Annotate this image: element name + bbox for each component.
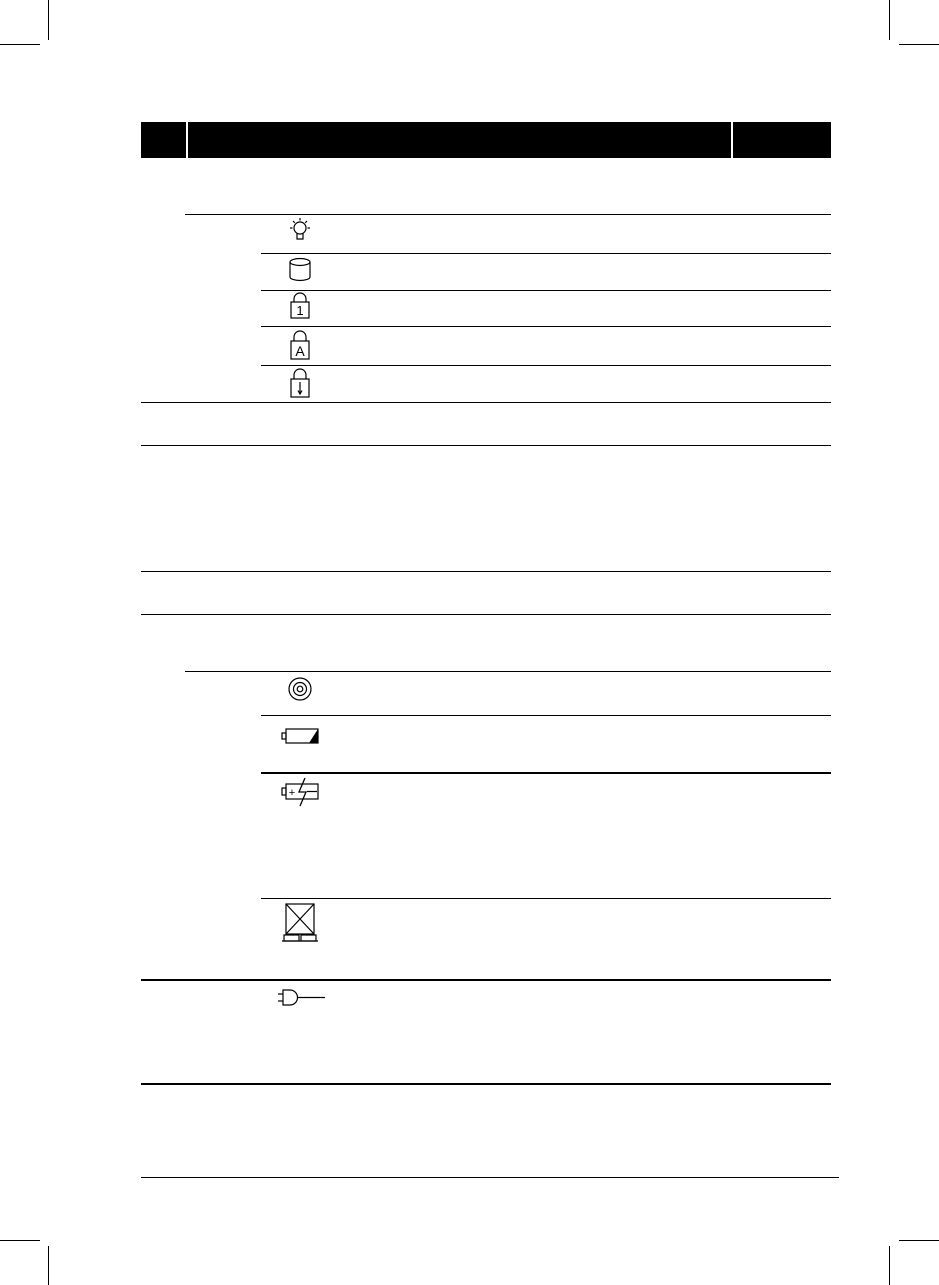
table-rule xyxy=(261,326,831,327)
footer-rule xyxy=(141,1177,839,1178)
svg-text:+: + xyxy=(288,787,296,799)
table-header-row xyxy=(141,122,831,158)
table-rule xyxy=(185,214,831,215)
crop-mark-bl-horizontal xyxy=(0,1240,40,1241)
table-rule xyxy=(141,614,831,615)
table-rule xyxy=(141,445,831,446)
caps-lock-icon xyxy=(289,329,311,361)
crop-mark-br-horizontal xyxy=(899,1240,939,1241)
power-bulb-icon xyxy=(286,217,314,245)
crop-mark-bl-vertical xyxy=(48,1246,49,1285)
table-header-divider-1 xyxy=(186,122,188,158)
crop-mark-tl-vertical xyxy=(48,0,49,40)
ac-power-plug-icon xyxy=(277,988,327,1008)
crop-mark-br-vertical xyxy=(889,1246,890,1285)
scroll-lock-icon xyxy=(289,367,311,399)
table-rule xyxy=(261,715,831,716)
table-rule xyxy=(141,571,831,572)
table-rule xyxy=(261,253,831,254)
crop-mark-tr-horizontal xyxy=(899,44,939,45)
table-header-divider-2 xyxy=(731,122,733,158)
battery-low-icon xyxy=(281,726,321,746)
table-rule xyxy=(261,365,831,366)
table-rule xyxy=(141,402,831,403)
table-rule xyxy=(261,898,831,899)
table-rule xyxy=(185,671,831,672)
table-rule xyxy=(261,772,831,774)
table-rule xyxy=(261,290,831,291)
battery-charging-icon xyxy=(281,777,321,807)
table-rule xyxy=(141,979,831,981)
svg-text:A: A xyxy=(295,343,305,359)
hard-disk-icon xyxy=(287,257,313,283)
num-lock-icon xyxy=(289,292,311,320)
table-bottom-rule xyxy=(141,1083,831,1085)
crop-mark-tl-horizontal xyxy=(0,44,40,45)
svg-text:1: 1 xyxy=(296,303,304,318)
crop-mark-tr-vertical xyxy=(889,0,890,40)
battery-disabled-icon xyxy=(281,903,321,945)
optical-disc-icon xyxy=(287,675,315,703)
